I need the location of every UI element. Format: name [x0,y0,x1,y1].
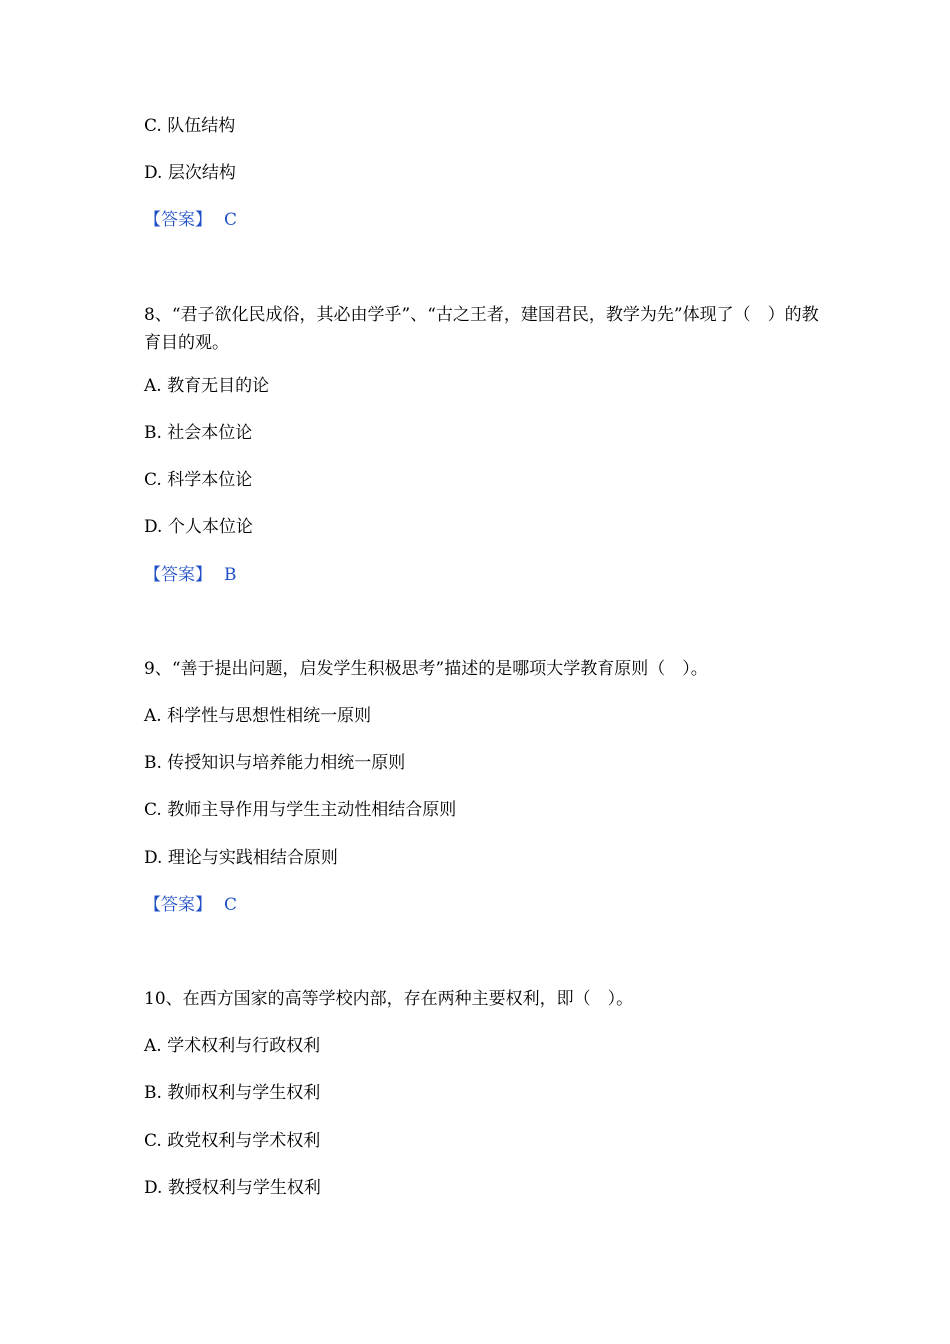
answer-value: B [224,565,237,585]
q8-option-a: A. 教育无目的论 [144,376,270,396]
q8-option-b: B. 社会本位论 [144,423,253,443]
q9-option-a: A. 科学性与思想性相统一原则 [144,706,372,726]
answer-value: C [224,895,238,915]
q7-option-c: C. 队伍结构 [144,116,236,136]
q10-stem: 10、在西方国家的高等学校内部，存在两种主要权利，即（ ）。 [144,989,634,1009]
answer-label: 【答案】 [144,895,212,915]
q10-option-b: B. 教师权利与学生权利 [144,1083,321,1103]
q10-option-d: D. 教授权利与学生权利 [144,1178,321,1198]
q9-stem: 9、“善于提出问题，启发学生积极思考”描述的是哪项大学教育原则（ ）。 [144,659,708,679]
q9-answer [144,894,237,916]
q9-option-d: D. 理论与实践相结合原则 [144,848,338,868]
q9-option-b: B. 传授知识与培养能力相统一原则 [144,753,406,773]
answer-value: C [224,210,238,230]
q10-option-c: C. 政党权利与学术权利 [144,1131,321,1151]
q7-option-d: D. 层次结构 [144,163,236,183]
q7-answer [144,209,237,231]
answer-label: 【答案】 [144,210,212,230]
q8-answer [144,564,237,586]
q8-option-d: D. 个人本位论 [144,517,253,537]
q8-stem: 8、“君子欲化民成俗，其必由学乎”、“古之王者，建国君民，教学为先”体现了（ ）的教育目的观。 [144,305,819,353]
q9-option-c: C. 教师主导作用与学生主动性相结合原则 [144,800,457,820]
q10-option-a: A. 学术权利与行政权利 [144,1036,321,1056]
q8-option-c: C. 科学本位论 [144,470,253,490]
answer-label: 【答案】 [144,565,212,585]
